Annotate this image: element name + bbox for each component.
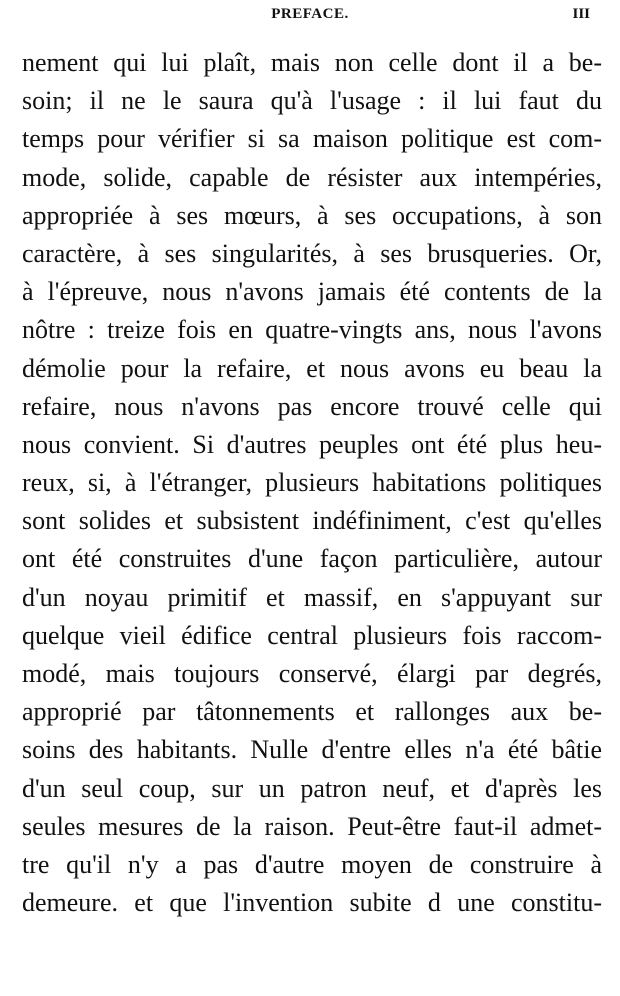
text-line: reux, si, à l'étranger, plusieurs habitations politiques (22, 468, 602, 498)
page-number: III (572, 6, 590, 22)
running-title: PREFACE. (271, 6, 349, 22)
running-head (22, 6, 598, 30)
text-line: caractère, à ses singularités, à ses brusqueries. Or, (22, 238, 602, 268)
text-line: sont solides et subsistent indéfiniment, c'est qu'elles (22, 506, 602, 536)
text-line: nement qui lui plaît, mais non celle dont il a be- (22, 48, 602, 77)
text-line: tre qu'il n'y a pas d'autre moyen de construire à (22, 849, 602, 879)
text-line: soin; il ne le saura qu'à l'usage : il lui faut du (22, 86, 602, 116)
text-line: démolie pour la refaire, et nous avons eu beau la (22, 353, 602, 383)
text-line: à l'épreuve, nous n'avons jamais été contents de la (22, 277, 602, 307)
text-line: nous convient. Si d'autres peuples ont été plus heu- (22, 429, 602, 459)
text-line: nôtre : treize fois en quatre-vingts ans, nous l'avons (22, 315, 602, 345)
text-line: approprié par tâtonnements et rallonges aux be- (22, 697, 602, 727)
text-line: seules mesures de la raison. Peut-être faut-il admet- (22, 811, 602, 841)
text-line: mode, solide, capable de résister aux intempéries, (22, 162, 602, 192)
text-line: temps pour vérifier si sa maison politique est com- (22, 124, 602, 154)
text-line: quelque vieil édifice central plusieurs fois raccom- (22, 620, 602, 650)
text-line: refaire, nous n'avons pas encore trouvé celle qui (22, 391, 602, 421)
text-line: demeure. et que l'invention subite d une constitu- (22, 888, 602, 918)
body-text (22, 44, 602, 922)
text-line: modé, mais toujours conservé, élargi par degrés, (22, 659, 602, 688)
text-line: d'un seul coup, sur un patron neuf, et d'après les (22, 773, 602, 803)
text-line: soins des habitants. Nulle d'entre elles n'a été bâtie (22, 735, 602, 765)
text-line: d'un noyau primitif et massif, en s'appuyant sur (22, 582, 602, 612)
text-line: appropriée à ses mœurs, à ses occupations, à son (22, 200, 602, 230)
text-line: ont été construites d'une façon particulière, autour (22, 544, 602, 574)
